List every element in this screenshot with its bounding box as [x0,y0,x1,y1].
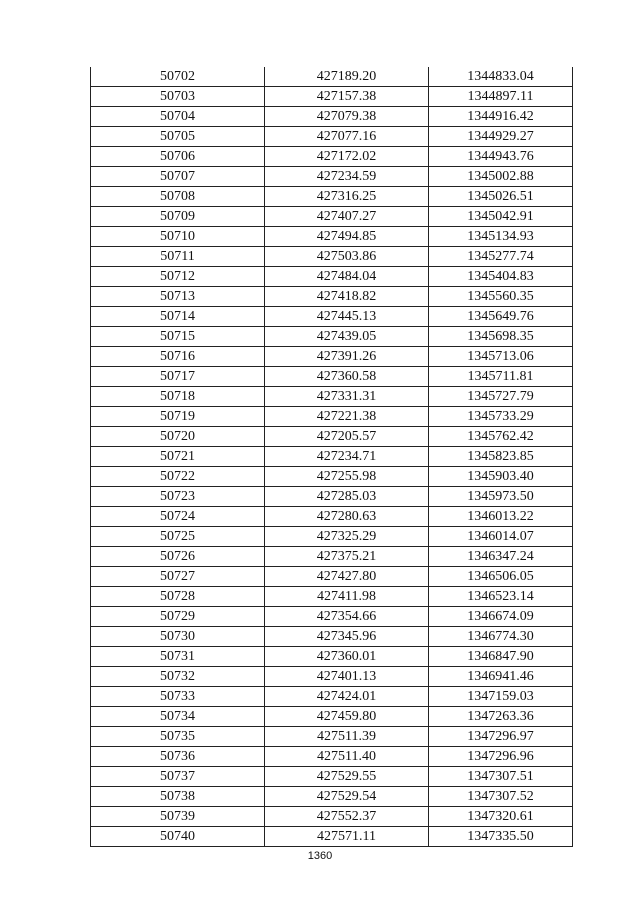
y-coordinate-cell: 1346774.30 [429,627,573,647]
point-id-cell: 50725 [91,527,265,547]
table-row [91,207,573,227]
point-id-cell: 50723 [91,487,265,507]
y-coordinate-cell: 1345711.81 [429,367,573,387]
table-row [91,167,573,187]
x-coordinate-cell: 427571.11 [265,827,429,847]
x-coordinate-cell: 427280.63 [265,507,429,527]
x-coordinate-cell: 427255.98 [265,467,429,487]
x-coordinate-cell: 427424.01 [265,687,429,707]
point-id-cell: 50724 [91,507,265,527]
x-coordinate-cell: 427529.54 [265,787,429,807]
table-row [91,147,573,167]
point-id-cell: 50739 [91,807,265,827]
table-row [91,787,573,807]
point-id-cell: 50717 [91,367,265,387]
x-coordinate-cell: 427391.26 [265,347,429,367]
y-coordinate-cell: 1345404.83 [429,267,573,287]
x-coordinate-cell: 427221.38 [265,407,429,427]
coordinate-table [90,67,573,847]
table-row [91,807,573,827]
table-row [91,127,573,147]
point-id-cell: 50714 [91,307,265,327]
y-coordinate-cell: 1345134.93 [429,227,573,247]
x-coordinate-cell: 427494.85 [265,227,429,247]
x-coordinate-cell: 427331.31 [265,387,429,407]
table-row [91,347,573,367]
x-coordinate-cell: 427439.05 [265,327,429,347]
y-coordinate-cell: 1345042.91 [429,207,573,227]
x-coordinate-cell: 427360.01 [265,647,429,667]
point-id-cell: 50735 [91,727,265,747]
table-row [91,327,573,347]
point-id-cell: 50709 [91,207,265,227]
point-id-cell: 50728 [91,587,265,607]
table-row [91,767,573,787]
x-coordinate-cell: 427157.38 [265,87,429,107]
table-row [91,87,573,107]
x-coordinate-cell: 427345.96 [265,627,429,647]
point-id-cell: 50702 [91,67,265,87]
point-id-cell: 50740 [91,827,265,847]
y-coordinate-cell: 1345823.85 [429,447,573,467]
y-coordinate-cell: 1346014.07 [429,527,573,547]
x-coordinate-cell: 427407.27 [265,207,429,227]
x-coordinate-cell: 427511.39 [265,727,429,747]
x-coordinate-cell: 427234.71 [265,447,429,467]
table-row [91,627,573,647]
x-coordinate-cell: 427427.80 [265,567,429,587]
y-coordinate-cell: 1345698.35 [429,327,573,347]
y-coordinate-cell: 1346941.46 [429,667,573,687]
y-coordinate-cell: 1345727.79 [429,387,573,407]
table-row [91,747,573,767]
y-coordinate-cell: 1344929.27 [429,127,573,147]
y-coordinate-cell: 1345973.50 [429,487,573,507]
x-coordinate-cell: 427172.02 [265,147,429,167]
y-coordinate-cell: 1346347.24 [429,547,573,567]
table-row [91,107,573,127]
table-row [91,547,573,567]
point-id-cell: 50732 [91,667,265,687]
y-coordinate-cell: 1345762.42 [429,427,573,447]
y-coordinate-cell: 1345026.51 [429,187,573,207]
point-id-cell: 50704 [91,107,265,127]
point-id-cell: 50716 [91,347,265,367]
point-id-cell: 50727 [91,567,265,587]
x-coordinate-cell: 427511.40 [265,747,429,767]
table-row [91,187,573,207]
table-row [91,227,573,247]
table-row [91,827,573,847]
point-id-cell: 50713 [91,287,265,307]
point-id-cell: 50719 [91,407,265,427]
y-coordinate-cell: 1344916.42 [429,107,573,127]
y-coordinate-cell: 1345903.40 [429,467,573,487]
y-coordinate-cell: 1344897.11 [429,87,573,107]
point-id-cell: 50718 [91,387,265,407]
table-row [91,687,573,707]
table-row [91,587,573,607]
table-row [91,507,573,527]
table-row [91,667,573,687]
point-id-cell: 50707 [91,167,265,187]
x-coordinate-cell: 427360.58 [265,367,429,387]
table-row [91,427,573,447]
table-row [91,527,573,547]
point-id-cell: 50715 [91,327,265,347]
table-row [91,267,573,287]
point-id-cell: 50711 [91,247,265,267]
point-id-cell: 50722 [91,467,265,487]
x-coordinate-cell: 427411.98 [265,587,429,607]
table-row [91,467,573,487]
x-coordinate-cell: 427503.86 [265,247,429,267]
table-row [91,287,573,307]
point-id-cell: 50726 [91,547,265,567]
x-coordinate-cell: 427189.20 [265,67,429,87]
x-coordinate-cell: 427552.37 [265,807,429,827]
x-coordinate-cell: 427205.57 [265,427,429,447]
point-id-cell: 50736 [91,747,265,767]
y-coordinate-cell: 1345649.76 [429,307,573,327]
point-id-cell: 50737 [91,767,265,787]
x-coordinate-cell: 427325.29 [265,527,429,547]
table-row [91,607,573,627]
y-coordinate-cell: 1346013.22 [429,507,573,527]
point-id-cell: 50708 [91,187,265,207]
table-row [91,67,573,87]
x-coordinate-cell: 427354.66 [265,607,429,627]
x-coordinate-cell: 427285.03 [265,487,429,507]
x-coordinate-cell: 427079.38 [265,107,429,127]
y-coordinate-cell: 1346847.90 [429,647,573,667]
table-row [91,727,573,747]
y-coordinate-cell: 1346674.09 [429,607,573,627]
point-id-cell: 50733 [91,687,265,707]
x-coordinate-cell: 427484.04 [265,267,429,287]
point-id-cell: 50710 [91,227,265,247]
x-coordinate-cell: 427077.16 [265,127,429,147]
x-coordinate-cell: 427445.13 [265,307,429,327]
point-id-cell: 50731 [91,647,265,667]
x-coordinate-cell: 427529.55 [265,767,429,787]
table-row [91,647,573,667]
table-row [91,247,573,267]
table-row [91,407,573,427]
point-id-cell: 50721 [91,447,265,467]
y-coordinate-cell: 1347307.52 [429,787,573,807]
point-id-cell: 50729 [91,607,265,627]
x-coordinate-cell: 427418.82 [265,287,429,307]
y-coordinate-cell: 1345733.29 [429,407,573,427]
y-coordinate-cell: 1346506.05 [429,567,573,587]
point-id-cell: 50706 [91,147,265,167]
coordinate-table-body [91,67,573,847]
y-coordinate-cell: 1347320.61 [429,807,573,827]
y-coordinate-cell: 1345560.35 [429,287,573,307]
y-coordinate-cell: 1347296.97 [429,727,573,747]
y-coordinate-cell: 1347263.36 [429,707,573,727]
x-coordinate-cell: 427234.59 [265,167,429,187]
table-row [91,307,573,327]
y-coordinate-cell: 1347159.03 [429,687,573,707]
table-row [91,367,573,387]
y-coordinate-cell: 1347296.96 [429,747,573,767]
x-coordinate-cell: 427375.21 [265,547,429,567]
x-coordinate-cell: 427401.13 [265,667,429,687]
table-row [91,387,573,407]
point-id-cell: 50712 [91,267,265,287]
y-coordinate-cell: 1344833.04 [429,67,573,87]
page-number: 1360 [307,850,333,862]
y-coordinate-cell: 1347307.51 [429,767,573,787]
y-coordinate-cell: 1344943.76 [429,147,573,167]
table-row [91,447,573,467]
y-coordinate-cell: 1345713.06 [429,347,573,367]
table-row [91,707,573,727]
y-coordinate-cell: 1347335.50 [429,827,573,847]
x-coordinate-cell: 427459.80 [265,707,429,727]
point-id-cell: 50734 [91,707,265,727]
y-coordinate-cell: 1345002.88 [429,167,573,187]
table-row [91,567,573,587]
table-row [91,487,573,507]
point-id-cell: 50738 [91,787,265,807]
point-id-cell: 50703 [91,87,265,107]
y-coordinate-cell: 1345277.74 [429,247,573,267]
point-id-cell: 50720 [91,427,265,447]
x-coordinate-cell: 427316.25 [265,187,429,207]
point-id-cell: 50705 [91,127,265,147]
y-coordinate-cell: 1346523.14 [429,587,573,607]
point-id-cell: 50730 [91,627,265,647]
